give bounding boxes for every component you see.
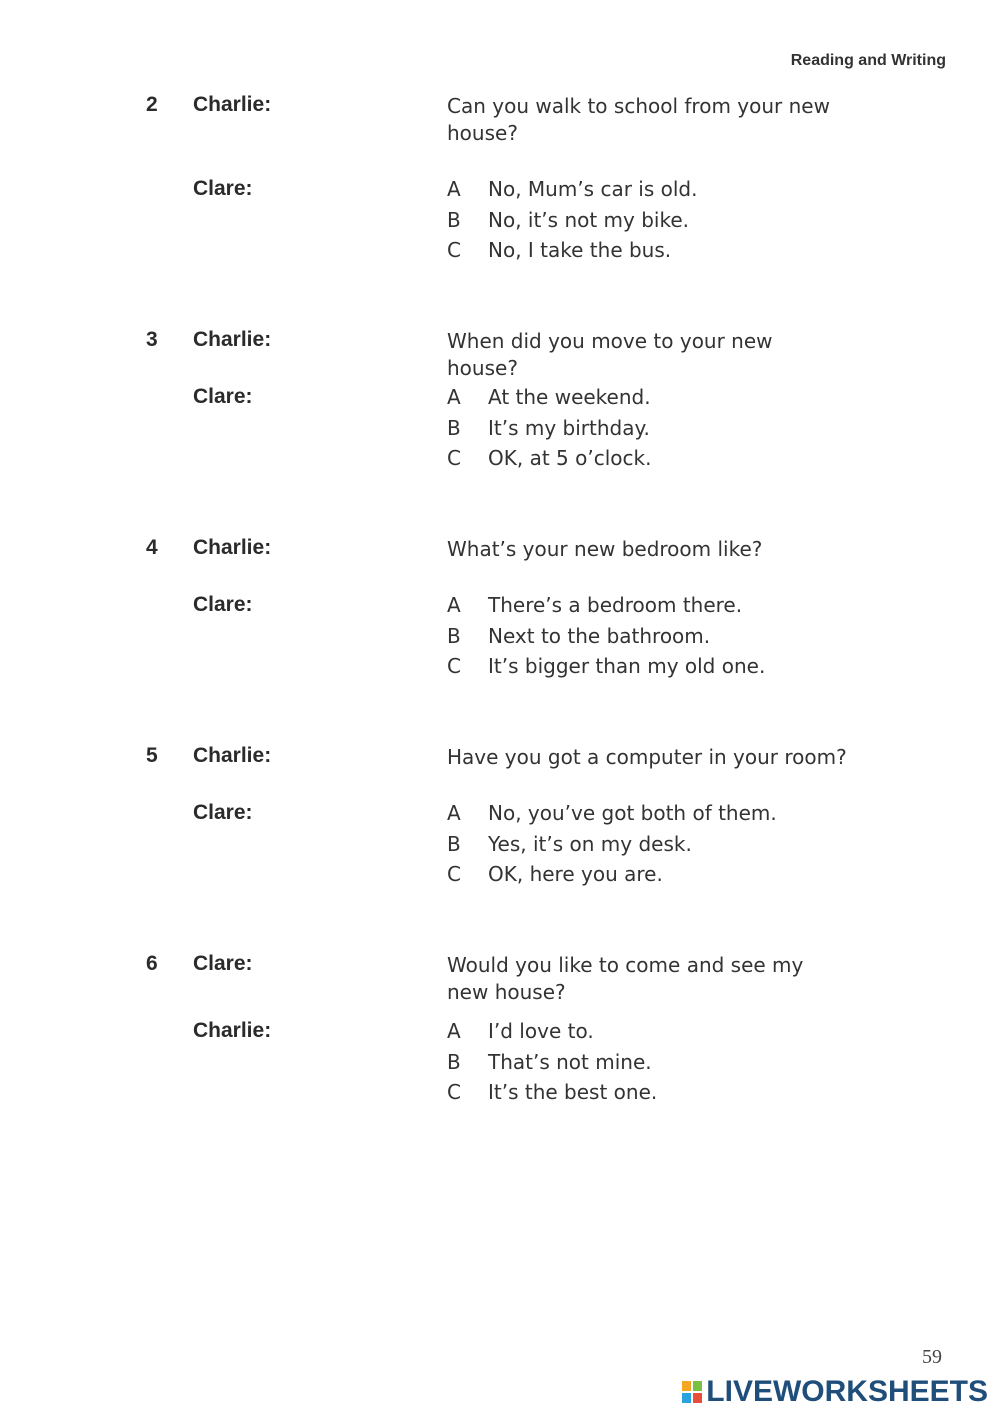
asker-label: Charlie: bbox=[193, 744, 272, 767]
option-text: I’d love to. bbox=[488, 1019, 594, 1043]
brand-name: LIVEWORKSHEETS bbox=[706, 1375, 988, 1408]
option-letter: B bbox=[447, 623, 461, 648]
question-number: 6 bbox=[146, 952, 158, 975]
asker-label: Charlie: bbox=[193, 328, 272, 351]
question-text: Have you got a computer in your room? bbox=[447, 745, 847, 769]
option-text: It’s my birthday. bbox=[488, 415, 650, 440]
question-number: 3 bbox=[146, 328, 158, 351]
asker-label: Charlie: bbox=[193, 536, 272, 559]
option-letter: A bbox=[447, 385, 461, 409]
question-text: What’s your new bedroom like? bbox=[447, 537, 763, 561]
option-letter: C bbox=[447, 654, 461, 678]
asker-label: Clare: bbox=[193, 952, 253, 975]
option-text: At the weekend. bbox=[488, 385, 651, 409]
question-number: 4 bbox=[146, 536, 158, 559]
option-letter: B bbox=[447, 207, 461, 232]
option-letter: B bbox=[447, 415, 461, 440]
option-letter: A bbox=[447, 1019, 461, 1043]
option-letter: B bbox=[447, 831, 461, 856]
option-letter: C bbox=[447, 238, 461, 262]
option-letter: A bbox=[447, 801, 461, 825]
brand-logo[interactable] bbox=[681, 1375, 988, 1409]
section-header: Reading and Writing bbox=[790, 52, 946, 69]
responder-label: Clare: bbox=[193, 385, 253, 408]
option-letter: A bbox=[447, 177, 461, 201]
option-text: No, I take the bus. bbox=[488, 238, 672, 262]
responder-label: Clare: bbox=[193, 177, 253, 200]
option-text: No, it’s not my bike. bbox=[488, 207, 690, 232]
option-letter: C bbox=[447, 446, 461, 470]
responder-label: Clare: bbox=[193, 801, 253, 824]
option-letter: B bbox=[447, 1049, 461, 1074]
liveworksheets-logo-icon bbox=[681, 1380, 703, 1404]
option-text: There’s a bedroom there. bbox=[488, 593, 743, 617]
question-number: 2 bbox=[146, 93, 158, 116]
question-text: When did you move to your new house? bbox=[447, 329, 773, 380]
page-number: 59 bbox=[922, 1346, 942, 1368]
question-text: Can you walk to school from your new house? bbox=[447, 94, 830, 145]
option-text: No, Mum’s car is old. bbox=[488, 177, 698, 201]
option-text: OK, here you are. bbox=[488, 862, 663, 886]
question-number: 5 bbox=[146, 744, 158, 767]
option-letter: C bbox=[447, 1080, 461, 1104]
option-text: Yes, it’s on my desk. bbox=[488, 831, 692, 856]
option-text: OK, at 5 o’clock. bbox=[488, 446, 652, 470]
asker-label: Charlie: bbox=[193, 93, 272, 116]
responder-label: Clare: bbox=[193, 593, 253, 616]
option-text: It’s bigger than my old one. bbox=[488, 654, 766, 678]
question-text: Would you like to come and see my new house? bbox=[447, 953, 804, 1004]
option-text: Next to the bathroom. bbox=[488, 623, 711, 648]
option-letter: C bbox=[447, 862, 461, 886]
option-letter: A bbox=[447, 593, 461, 617]
option-text: No, you’ve got both of them. bbox=[488, 801, 777, 825]
responder-label: Charlie: bbox=[193, 1019, 272, 1042]
option-text: That’s not mine. bbox=[488, 1049, 652, 1074]
option-text: It’s the best one. bbox=[488, 1080, 658, 1104]
